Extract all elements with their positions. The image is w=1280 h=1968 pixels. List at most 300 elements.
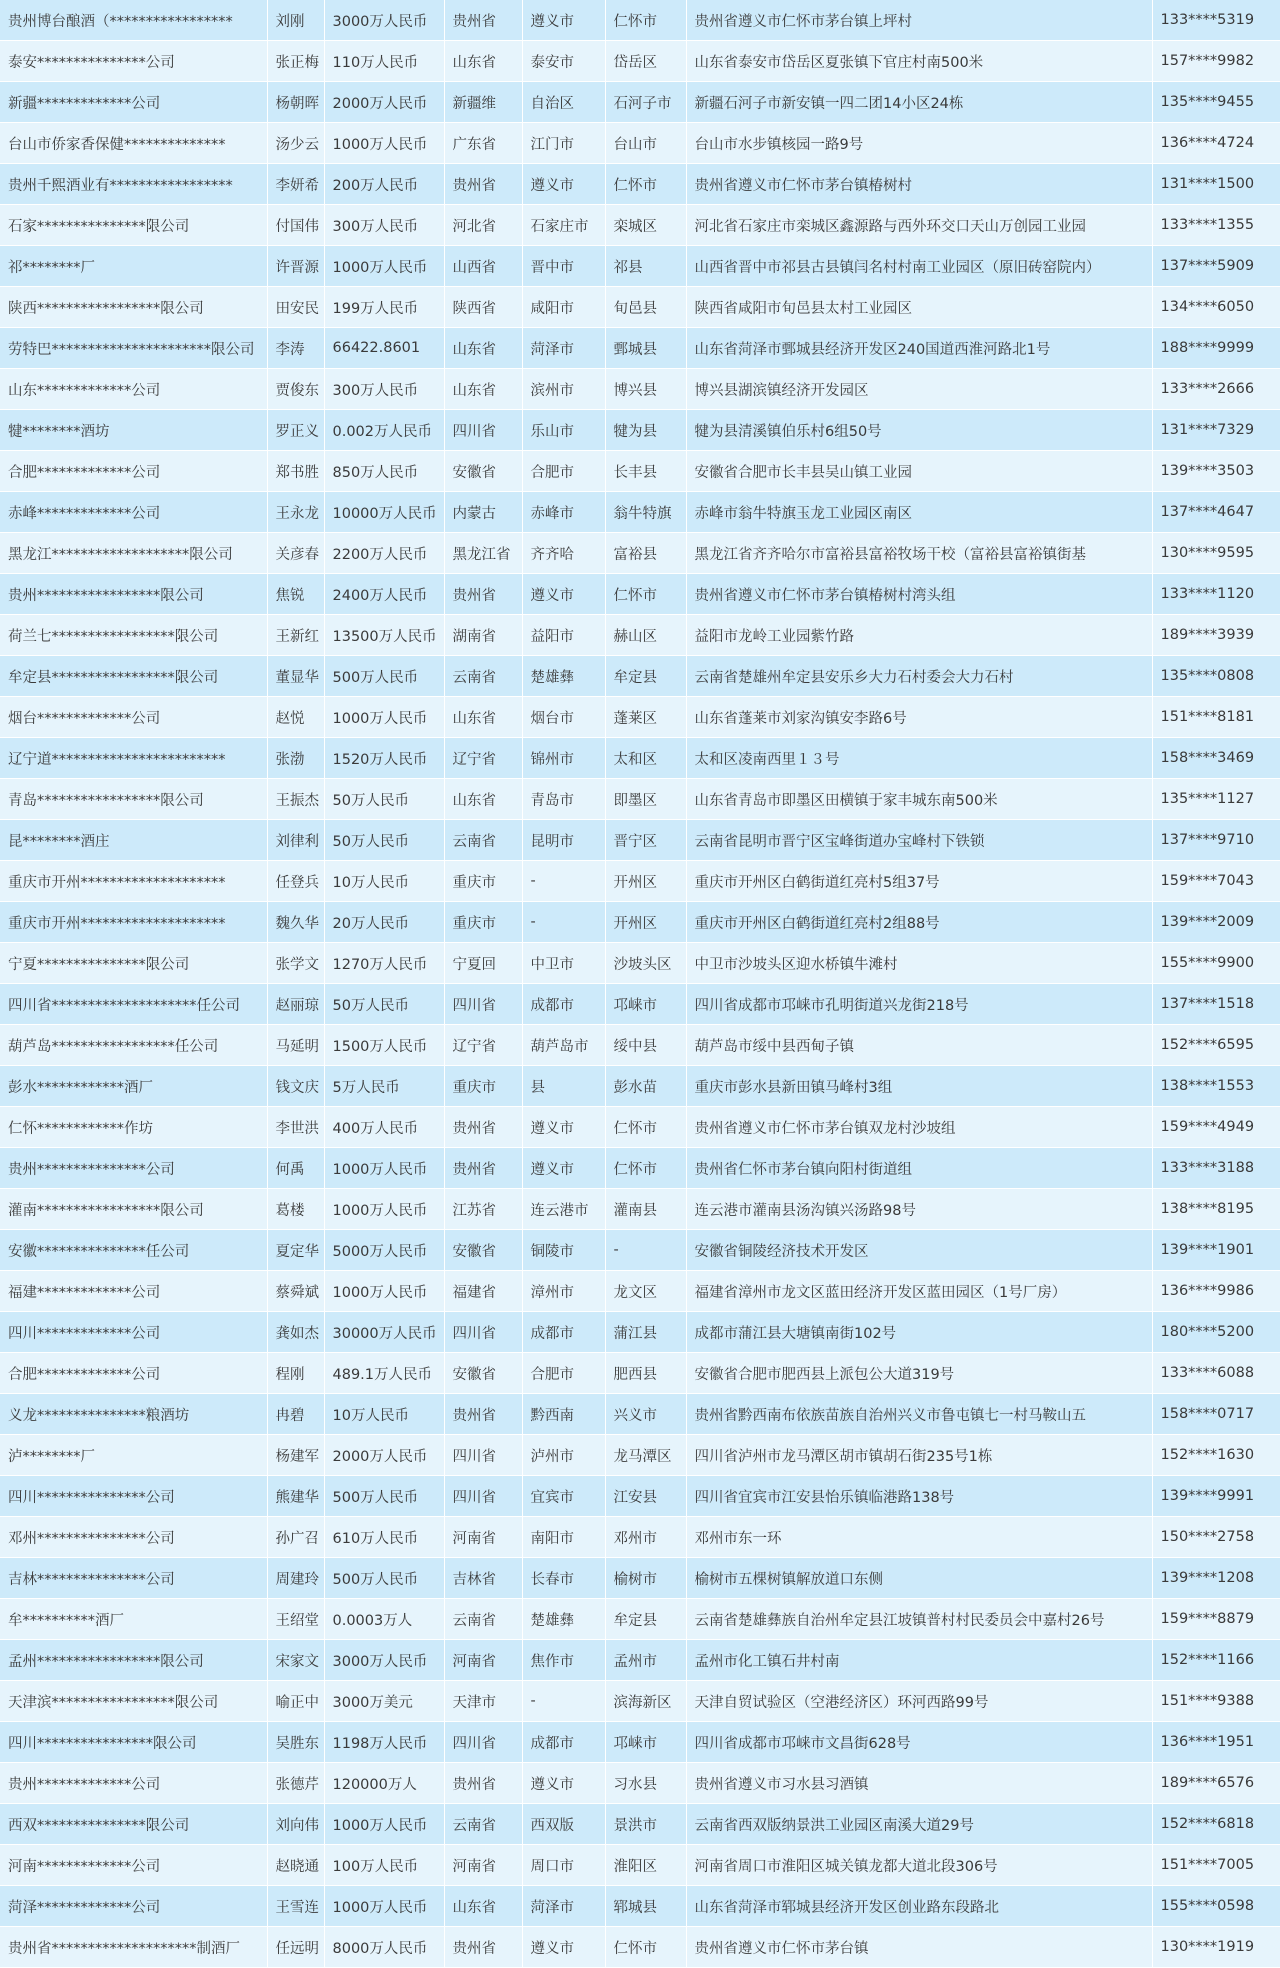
phone-cell: 133****1355 bbox=[1152, 205, 1280, 246]
capital-cell: 50万人民币 bbox=[324, 984, 444, 1025]
district-cell: 淮阳区 bbox=[605, 1845, 686, 1886]
address-cell: 河北省石家庄市栾城区鑫源路与西外环交口天山万创园工业园 bbox=[686, 205, 1152, 246]
province-cell: 山东省 bbox=[444, 1886, 522, 1927]
capital-cell: 3000万人民币 bbox=[324, 0, 444, 41]
district-cell: 仁怀市 bbox=[605, 574, 686, 615]
table-row bbox=[0, 1148, 1280, 1189]
phone-cell: 133****1120 bbox=[1152, 574, 1280, 615]
address-cell: 安徽省合肥市肥西县上派包公大道319号 bbox=[686, 1353, 1152, 1394]
phone-cell: 139****9991 bbox=[1152, 1476, 1280, 1517]
legal-rep-cell: 任远明 bbox=[267, 1927, 324, 1968]
phone-cell: 139****1901 bbox=[1152, 1230, 1280, 1271]
district-cell: 仁怀市 bbox=[605, 164, 686, 205]
legal-rep-cell: 李涛 bbox=[267, 328, 324, 369]
table-row bbox=[0, 1476, 1280, 1517]
company-name-cell: 菏泽*************公司 bbox=[0, 1886, 267, 1927]
phone-cell: 159****7043 bbox=[1152, 861, 1280, 902]
address-cell: 赤峰市翁牛特旗玉龙工业园区南区 bbox=[686, 492, 1152, 533]
address-cell: 山东省蓬莱市刘家沟镇安李路6号 bbox=[686, 697, 1152, 738]
address-cell: 重庆市开州区白鹤街道红亮村5组37号 bbox=[686, 861, 1152, 902]
phone-cell: 130****1919 bbox=[1152, 1927, 1280, 1968]
table-row bbox=[0, 1722, 1280, 1763]
capital-cell: 500万人民币 bbox=[324, 656, 444, 697]
city-cell: 成都市 bbox=[522, 984, 605, 1025]
city-cell: 齐齐哈 bbox=[522, 533, 605, 574]
company-name-cell: 河南*************公司 bbox=[0, 1845, 267, 1886]
address-cell: 连云港市灌南县汤沟镇兴汤路98号 bbox=[686, 1189, 1152, 1230]
capital-cell: 1520万人民币 bbox=[324, 738, 444, 779]
legal-rep-cell: 李妍希 bbox=[267, 164, 324, 205]
phone-cell: 152****6818 bbox=[1152, 1804, 1280, 1845]
company-name-cell: 孟州*****************限公司 bbox=[0, 1640, 267, 1681]
province-cell: 宁夏回 bbox=[444, 943, 522, 984]
district-cell: 长丰县 bbox=[605, 451, 686, 492]
table-row bbox=[0, 861, 1280, 902]
province-cell: 江苏省 bbox=[444, 1189, 522, 1230]
legal-rep-cell: 马延明 bbox=[267, 1025, 324, 1066]
legal-rep-cell: 吴胜东 bbox=[267, 1722, 324, 1763]
city-cell: 长春市 bbox=[522, 1558, 605, 1599]
phone-cell: 152****1166 bbox=[1152, 1640, 1280, 1681]
company-name-cell: 宁夏***************限公司 bbox=[0, 943, 267, 984]
district-cell: 翁牛特旗 bbox=[605, 492, 686, 533]
phone-cell: 133****2666 bbox=[1152, 369, 1280, 410]
phone-cell: 155****0598 bbox=[1152, 1886, 1280, 1927]
address-cell: 邓州市东一环 bbox=[686, 1517, 1152, 1558]
table-row bbox=[0, 779, 1280, 820]
province-cell: 四川省 bbox=[444, 984, 522, 1025]
phone-cell: 136****1951 bbox=[1152, 1722, 1280, 1763]
capital-cell: 8000万人民币 bbox=[324, 1927, 444, 1968]
address-cell: 四川省成都市邛崃市孔明街道兴龙街218号 bbox=[686, 984, 1152, 1025]
table-row bbox=[0, 1107, 1280, 1148]
legal-rep-cell: 汤少云 bbox=[267, 123, 324, 164]
legal-rep-cell: 董显华 bbox=[267, 656, 324, 697]
district-cell: 鄄城县 bbox=[605, 328, 686, 369]
address-cell: 贵州省黔西南布依族苗族自治州兴义市鲁屯镇七一村马鞍山五 bbox=[686, 1394, 1152, 1435]
province-cell: 贵州省 bbox=[444, 1763, 522, 1804]
district-cell: 彭水苗 bbox=[605, 1066, 686, 1107]
province-cell: 云南省 bbox=[444, 1804, 522, 1845]
address-cell: 益阳市龙岭工业园紫竹路 bbox=[686, 615, 1152, 656]
phone-cell: 138****8195 bbox=[1152, 1189, 1280, 1230]
province-cell: 河北省 bbox=[444, 205, 522, 246]
phone-cell: 137****9710 bbox=[1152, 820, 1280, 861]
district-cell: 习水县 bbox=[605, 1763, 686, 1804]
company-name-cell: 合肥*************公司 bbox=[0, 451, 267, 492]
capital-cell: 400万人民币 bbox=[324, 1107, 444, 1148]
table-row bbox=[0, 1927, 1280, 1968]
phone-cell: 134****6050 bbox=[1152, 287, 1280, 328]
capital-cell: 1000万人民币 bbox=[324, 1189, 444, 1230]
district-cell: 台山市 bbox=[605, 123, 686, 164]
table-row bbox=[0, 451, 1280, 492]
company-name-cell: 邓州***************公司 bbox=[0, 1517, 267, 1558]
district-cell: - bbox=[605, 1230, 686, 1271]
table-row bbox=[0, 1517, 1280, 1558]
legal-rep-cell: 熊建华 bbox=[267, 1476, 324, 1517]
phone-cell: 158****3469 bbox=[1152, 738, 1280, 779]
table-row bbox=[0, 123, 1280, 164]
company-name-cell: 彭水************酒厂 bbox=[0, 1066, 267, 1107]
legal-rep-cell: 田安民 bbox=[267, 287, 324, 328]
city-cell: 青岛市 bbox=[522, 779, 605, 820]
city-cell: 江门市 bbox=[522, 123, 605, 164]
city-cell: 漳州市 bbox=[522, 1271, 605, 1312]
address-cell: 山东省菏泽市郓城县经济开发区创业路东段路北 bbox=[686, 1886, 1152, 1927]
address-cell: 博兴县湖滨镇经济开发园区 bbox=[686, 369, 1152, 410]
phone-cell: 158****0717 bbox=[1152, 1394, 1280, 1435]
city-cell: 连云港市 bbox=[522, 1189, 605, 1230]
district-cell: 祁县 bbox=[605, 246, 686, 287]
address-cell: 中卫市沙坡头区迎水桥镇牛滩村 bbox=[686, 943, 1152, 984]
phone-cell: 135****9455 bbox=[1152, 82, 1280, 123]
legal-rep-cell: 喻正中 bbox=[267, 1681, 324, 1722]
address-cell: 重庆市开州区白鹤街道红亮村2组88号 bbox=[686, 902, 1152, 943]
city-cell: 南阳市 bbox=[522, 1517, 605, 1558]
address-cell: 贵州省遵义市仁怀市茅台镇上坪村 bbox=[686, 0, 1152, 41]
province-cell: 云南省 bbox=[444, 820, 522, 861]
company-name-cell: 贵州省********************制酒厂 bbox=[0, 1927, 267, 1968]
district-cell: 郓城县 bbox=[605, 1886, 686, 1927]
city-cell: 铜陵市 bbox=[522, 1230, 605, 1271]
company-name-cell: 四川****************限公司 bbox=[0, 1722, 267, 1763]
province-cell: 福建省 bbox=[444, 1271, 522, 1312]
district-cell: 龙马潭区 bbox=[605, 1435, 686, 1476]
address-cell: 云南省西双版纳景洪工业园区南溪大道29号 bbox=[686, 1804, 1152, 1845]
district-cell: 邓州市 bbox=[605, 1517, 686, 1558]
capital-cell: 1000万人民币 bbox=[324, 1148, 444, 1189]
city-cell: 烟台市 bbox=[522, 697, 605, 738]
district-cell: 仁怀市 bbox=[605, 1927, 686, 1968]
address-cell: 孟州市化工镇石井村南 bbox=[686, 1640, 1152, 1681]
company-name-cell: 烟台*************公司 bbox=[0, 697, 267, 738]
table-row bbox=[0, 656, 1280, 697]
address-cell: 陕西省咸阳市旬邑县太村工业园区 bbox=[686, 287, 1152, 328]
province-cell: 广东省 bbox=[444, 123, 522, 164]
legal-rep-cell: 罗正义 bbox=[267, 410, 324, 451]
table-row bbox=[0, 533, 1280, 574]
company-name-cell: 昆********酒庄 bbox=[0, 820, 267, 861]
city-cell: 益阳市 bbox=[522, 615, 605, 656]
province-cell: 安徽省 bbox=[444, 1353, 522, 1394]
district-cell: 滨海新区 bbox=[605, 1681, 686, 1722]
legal-rep-cell: 李世洪 bbox=[267, 1107, 324, 1148]
province-cell: 贵州省 bbox=[444, 164, 522, 205]
company-name-cell: 黑龙江*******************限公司 bbox=[0, 533, 267, 574]
phone-cell: 155****9900 bbox=[1152, 943, 1280, 984]
city-cell: 西双版 bbox=[522, 1804, 605, 1845]
city-cell: 滨州市 bbox=[522, 369, 605, 410]
company-name-cell: 劳特巴**********************限公司 bbox=[0, 328, 267, 369]
district-cell: 仁怀市 bbox=[605, 1107, 686, 1148]
province-cell: 河南省 bbox=[444, 1845, 522, 1886]
city-cell: 遵义市 bbox=[522, 164, 605, 205]
city-cell: 遵义市 bbox=[522, 1107, 605, 1148]
company-name-cell: 牟定县*****************限公司 bbox=[0, 656, 267, 697]
legal-rep-cell: 张正梅 bbox=[267, 41, 324, 82]
city-cell: 遵义市 bbox=[522, 0, 605, 41]
district-cell: 赫山区 bbox=[605, 615, 686, 656]
district-cell: 邛崃市 bbox=[605, 984, 686, 1025]
address-cell: 安徽省合肥市长丰县吴山镇工业园 bbox=[686, 451, 1152, 492]
legal-rep-cell: 任登兵 bbox=[267, 861, 324, 902]
province-cell: 四川省 bbox=[444, 1476, 522, 1517]
city-cell: 焦作市 bbox=[522, 1640, 605, 1681]
address-cell: 葫芦岛市绥中县西甸子镇 bbox=[686, 1025, 1152, 1066]
province-cell: 贵州省 bbox=[444, 574, 522, 615]
legal-rep-cell: 王振杰 bbox=[267, 779, 324, 820]
address-cell: 榆树市五棵树镇解放道口东侧 bbox=[686, 1558, 1152, 1599]
table-row bbox=[0, 1886, 1280, 1927]
city-cell: 遵义市 bbox=[522, 1763, 605, 1804]
city-cell: - bbox=[522, 902, 605, 943]
phone-cell: 150****2758 bbox=[1152, 1517, 1280, 1558]
table-row bbox=[0, 574, 1280, 615]
province-cell: 贵州省 bbox=[444, 1148, 522, 1189]
company-name-cell: 天津滨*****************限公司 bbox=[0, 1681, 267, 1722]
address-cell: 天津自贸试验区（空港经济区）环河西路99号 bbox=[686, 1681, 1152, 1722]
legal-rep-cell: 夏定华 bbox=[267, 1230, 324, 1271]
district-cell: 富裕县 bbox=[605, 533, 686, 574]
district-cell: 绥中县 bbox=[605, 1025, 686, 1066]
province-cell: 贵州省 bbox=[444, 1927, 522, 1968]
table-row bbox=[0, 1845, 1280, 1886]
capital-cell: 10万人民币 bbox=[324, 1394, 444, 1435]
capital-cell: 200万人民币 bbox=[324, 164, 444, 205]
address-cell: 贵州省遵义市仁怀市茅台镇椿树村 bbox=[686, 164, 1152, 205]
city-cell: 葫芦岛市 bbox=[522, 1025, 605, 1066]
company-name-cell: 四川*************公司 bbox=[0, 1312, 267, 1353]
capital-cell: 850万人民币 bbox=[324, 451, 444, 492]
city-cell: 楚雄彝 bbox=[522, 656, 605, 697]
capital-cell: 300万人民币 bbox=[324, 205, 444, 246]
province-cell: 山东省 bbox=[444, 328, 522, 369]
district-cell: 太和区 bbox=[605, 738, 686, 779]
capital-cell: 500万人民币 bbox=[324, 1558, 444, 1599]
address-cell: 台山市水步镇核园一路9号 bbox=[686, 123, 1152, 164]
legal-rep-cell: 赵悦 bbox=[267, 697, 324, 738]
phone-cell: 159****8879 bbox=[1152, 1599, 1280, 1640]
address-cell: 山东省菏泽市鄄城县经济开发区240国道西淮河路北1号 bbox=[686, 328, 1152, 369]
province-cell: 山东省 bbox=[444, 697, 522, 738]
address-cell: 四川省泸州市龙马潭区胡市镇胡石街235号1栋 bbox=[686, 1435, 1152, 1476]
company-name-cell: 石家***************限公司 bbox=[0, 205, 267, 246]
company-name-cell: 荷兰七*****************限公司 bbox=[0, 615, 267, 656]
table-row bbox=[0, 1804, 1280, 1845]
address-cell: 贵州省遵义市仁怀市茅台镇 bbox=[686, 1927, 1152, 1968]
table-row bbox=[0, 1763, 1280, 1804]
phone-cell: 136****4724 bbox=[1152, 123, 1280, 164]
capital-cell: 10000万人民币 bbox=[324, 492, 444, 533]
phone-cell: 152****1630 bbox=[1152, 1435, 1280, 1476]
city-cell: 合肥市 bbox=[522, 1353, 605, 1394]
address-cell: 贵州省仁怀市茅台镇向阳村街道组 bbox=[686, 1148, 1152, 1189]
city-cell: 昆明市 bbox=[522, 820, 605, 861]
city-cell: - bbox=[522, 861, 605, 902]
legal-rep-cell: 宋家文 bbox=[267, 1640, 324, 1681]
legal-rep-cell: 赵晓通 bbox=[267, 1845, 324, 1886]
phone-cell: 139****1208 bbox=[1152, 1558, 1280, 1599]
company-name-cell: 贵州*************公司 bbox=[0, 1763, 267, 1804]
phone-cell: 136****9986 bbox=[1152, 1271, 1280, 1312]
address-cell: 太和区凌南西里１３号 bbox=[686, 738, 1152, 779]
legal-rep-cell: 付国伟 bbox=[267, 205, 324, 246]
table-row bbox=[0, 492, 1280, 533]
province-cell: 四川省 bbox=[444, 1435, 522, 1476]
province-cell: 内蒙古 bbox=[444, 492, 522, 533]
table-row bbox=[0, 328, 1280, 369]
capital-cell: 2200万人民币 bbox=[324, 533, 444, 574]
company-name-cell: 赤峰*************公司 bbox=[0, 492, 267, 533]
capital-cell: 120000万人 bbox=[324, 1763, 444, 1804]
capital-cell: 2000万人民币 bbox=[324, 1435, 444, 1476]
legal-rep-cell: 杨建军 bbox=[267, 1435, 324, 1476]
capital-cell: 10万人民币 bbox=[324, 861, 444, 902]
company-name-cell: 泸********厂 bbox=[0, 1435, 267, 1476]
province-cell: 云南省 bbox=[444, 656, 522, 697]
company-name-cell: 山东*************公司 bbox=[0, 369, 267, 410]
district-cell: 灌南县 bbox=[605, 1189, 686, 1230]
district-cell: 龙文区 bbox=[605, 1271, 686, 1312]
phone-cell: 135****1127 bbox=[1152, 779, 1280, 820]
table-row bbox=[0, 1230, 1280, 1271]
address-cell: 重庆市彭水县新田镇马峰村3组 bbox=[686, 1066, 1152, 1107]
phone-cell: 133****6088 bbox=[1152, 1353, 1280, 1394]
company-name-cell: 重庆市开州******************** bbox=[0, 861, 267, 902]
phone-cell: 180****5200 bbox=[1152, 1312, 1280, 1353]
company-name-cell: 安徽***************任公司 bbox=[0, 1230, 267, 1271]
province-cell: 黑龙江省 bbox=[444, 533, 522, 574]
address-cell: 新疆石河子市新安镇一四二团14小区24栋 bbox=[686, 82, 1152, 123]
capital-cell: 610万人民币 bbox=[324, 1517, 444, 1558]
company-name-cell: 义龙***************粮酒坊 bbox=[0, 1394, 267, 1435]
capital-cell: 50万人民币 bbox=[324, 820, 444, 861]
province-cell: 辽宁省 bbox=[444, 1025, 522, 1066]
table-row bbox=[0, 1271, 1280, 1312]
city-cell: 遵义市 bbox=[522, 574, 605, 615]
capital-cell: 3000万人民币 bbox=[324, 1640, 444, 1681]
capital-cell: 1000万人民币 bbox=[324, 1271, 444, 1312]
company-name-cell: 西双***************限公司 bbox=[0, 1804, 267, 1845]
phone-cell: 151****8181 bbox=[1152, 697, 1280, 738]
capital-cell: 66422.8601 bbox=[324, 328, 444, 369]
province-cell: 贵州省 bbox=[444, 1107, 522, 1148]
legal-rep-cell: 王雪连 bbox=[267, 1886, 324, 1927]
city-cell: 宜宾市 bbox=[522, 1476, 605, 1517]
address-cell: 贵州省遵义市仁怀市茅台镇椿树村湾头组 bbox=[686, 574, 1152, 615]
province-cell: 安徽省 bbox=[444, 1230, 522, 1271]
legal-rep-cell: 蔡舜斌 bbox=[267, 1271, 324, 1312]
company-name-cell: 贵州***************公司 bbox=[0, 1148, 267, 1189]
province-cell: 陕西省 bbox=[444, 287, 522, 328]
capital-cell: 110万人民币 bbox=[324, 41, 444, 82]
phone-cell: 151****9388 bbox=[1152, 1681, 1280, 1722]
legal-rep-cell: 赵丽琼 bbox=[267, 984, 324, 1025]
table-row bbox=[0, 246, 1280, 287]
table-row bbox=[0, 738, 1280, 779]
table-row bbox=[0, 1025, 1280, 1066]
legal-rep-cell: 张德芹 bbox=[267, 1763, 324, 1804]
city-cell: 合肥市 bbox=[522, 451, 605, 492]
table-row bbox=[0, 1066, 1280, 1107]
district-cell: 晋宁区 bbox=[605, 820, 686, 861]
province-cell: 山东省 bbox=[444, 369, 522, 410]
table-row bbox=[0, 615, 1280, 656]
city-cell: 锦州市 bbox=[522, 738, 605, 779]
capital-cell: 1000万人民币 bbox=[324, 1804, 444, 1845]
phone-cell: 131****1500 bbox=[1152, 164, 1280, 205]
province-cell: 新疆维 bbox=[444, 82, 522, 123]
city-cell: 泰安市 bbox=[522, 41, 605, 82]
district-cell: 犍为县 bbox=[605, 410, 686, 451]
city-cell: - bbox=[522, 1681, 605, 1722]
city-cell: 周口市 bbox=[522, 1845, 605, 1886]
legal-rep-cell: 周建玲 bbox=[267, 1558, 324, 1599]
company-name-cell: 泰安***************公司 bbox=[0, 41, 267, 82]
legal-rep-cell: 孙广召 bbox=[267, 1517, 324, 1558]
phone-cell: 137****4647 bbox=[1152, 492, 1280, 533]
district-cell: 邛崃市 bbox=[605, 1722, 686, 1763]
legal-rep-cell: 张学文 bbox=[267, 943, 324, 984]
address-cell: 成都市蒲江县大塘镇南街102号 bbox=[686, 1312, 1152, 1353]
capital-cell: 13500万人民币 bbox=[324, 615, 444, 656]
province-cell: 山西省 bbox=[444, 246, 522, 287]
province-cell: 河南省 bbox=[444, 1517, 522, 1558]
legal-rep-cell: 杨朝晖 bbox=[267, 82, 324, 123]
district-cell: 即墨区 bbox=[605, 779, 686, 820]
district-cell: 肥西县 bbox=[605, 1353, 686, 1394]
legal-rep-cell: 王绍堂 bbox=[267, 1599, 324, 1640]
table-row bbox=[0, 164, 1280, 205]
city-cell: 晋中市 bbox=[522, 246, 605, 287]
company-name-cell: 重庆市开州******************** bbox=[0, 902, 267, 943]
table-row bbox=[0, 902, 1280, 943]
capital-cell: 489.1万人民币 bbox=[324, 1353, 444, 1394]
phone-cell: 135****0808 bbox=[1152, 656, 1280, 697]
district-cell: 开州区 bbox=[605, 902, 686, 943]
company-name-cell: 仁怀************作坊 bbox=[0, 1107, 267, 1148]
legal-rep-cell: 刘律利 bbox=[267, 820, 324, 861]
legal-rep-cell: 魏久华 bbox=[267, 902, 324, 943]
address-cell: 四川省成都市邛崃市文昌街628号 bbox=[686, 1722, 1152, 1763]
district-cell: 开州区 bbox=[605, 861, 686, 902]
province-cell: 四川省 bbox=[444, 1312, 522, 1353]
capital-cell: 3000万美元 bbox=[324, 1681, 444, 1722]
district-cell: 博兴县 bbox=[605, 369, 686, 410]
address-cell: 犍为县清溪镇伯乐村6组50号 bbox=[686, 410, 1152, 451]
city-cell: 菏泽市 bbox=[522, 1886, 605, 1927]
province-cell: 河南省 bbox=[444, 1640, 522, 1681]
legal-rep-cell: 焦锐 bbox=[267, 574, 324, 615]
city-cell: 自治区 bbox=[522, 82, 605, 123]
capital-cell: 20万人民币 bbox=[324, 902, 444, 943]
legal-rep-cell: 冉碧 bbox=[267, 1394, 324, 1435]
province-cell: 重庆市 bbox=[444, 902, 522, 943]
district-cell: 旬邑县 bbox=[605, 287, 686, 328]
capital-cell: 50万人民币 bbox=[324, 779, 444, 820]
address-cell: 河南省周口市淮阳区城关镇龙都大道北段306号 bbox=[686, 1845, 1152, 1886]
legal-rep-cell: 贾俊东 bbox=[267, 369, 324, 410]
phone-cell: 189****3939 bbox=[1152, 615, 1280, 656]
city-cell: 乐山市 bbox=[522, 410, 605, 451]
legal-rep-cell: 刘刚 bbox=[267, 0, 324, 41]
province-cell: 辽宁省 bbox=[444, 738, 522, 779]
phone-cell: 137****1518 bbox=[1152, 984, 1280, 1025]
legal-rep-cell: 许晋源 bbox=[267, 246, 324, 287]
company-name-cell: 合肥*************公司 bbox=[0, 1353, 267, 1394]
table-row bbox=[0, 1312, 1280, 1353]
